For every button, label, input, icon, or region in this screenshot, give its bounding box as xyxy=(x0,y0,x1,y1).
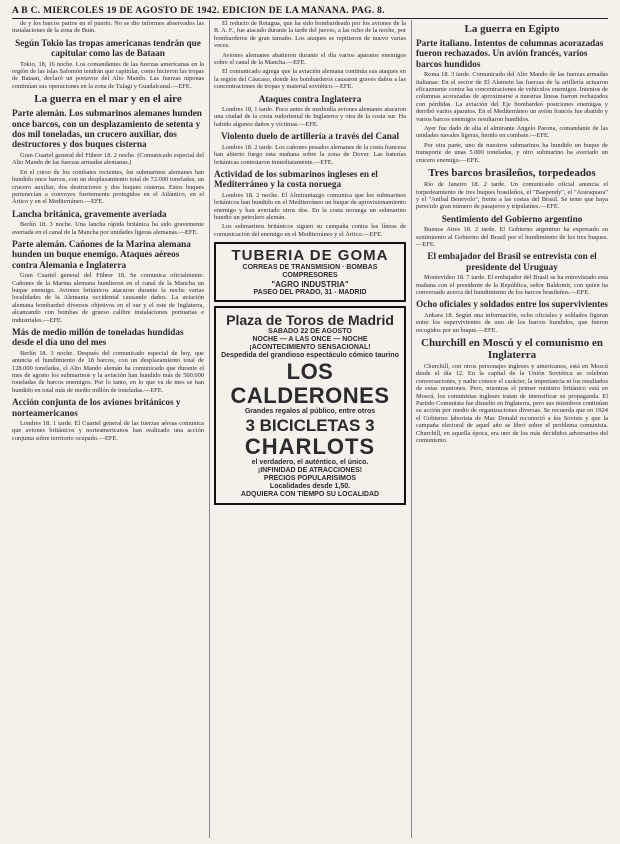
ad-date: SABADO 22 DE AGOSTO xyxy=(268,328,352,336)
article-text: Los submarinos británicos siguen su campaña contra las líneas de comunicación del enemigo en el Mediterráneo y el Ártico.—EFE. xyxy=(214,223,406,238)
advertisement-plaza-toros xyxy=(214,306,406,505)
article-text: Berlín 18. 3 noche. Después del comunicado especial de hoy, que anuncia el hundimiento de 18 barcos, con un desplazamiento total de 128.000 toneladas, el Alto Mando alemán ha comunicado que durante el mes de agosto los submarinos y la aviación han hundido más de 500.000 toneladas de barcos enemigos. Por lo tanto, en lo que va de mes se han hundido en total más de medio millón de toneladas.—EFE. xyxy=(12,349,204,394)
article-text: Gran Cuartel general del Führer 18. 2 noche. (Comunicado especial del Alto Mando de las fuerzas armadas alemanas.) xyxy=(12,151,204,167)
headline: Sentimiento del Gobierno argentino xyxy=(441,213,583,224)
headline: Según Tokio las tropas americanas tendrán que capitular como las de Bataan xyxy=(15,37,201,59)
article-text: Londres 18, 1 tarde. Poco antes de mediodía aviones alemanes atacaron una ciudad de la costa sudoriental de Inglaterra y otra de la costa sur. Ha habido algunos daños y víctimas.—EFE. xyxy=(214,106,406,128)
column-2 xyxy=(214,20,406,838)
article-text: Río de Janeiro 18. 2 tarde. Un comunicado oficial anuncia el torpedeamiento de tres buques brasileños, el "Baependy", el "Araraquara" y el "Anibal Benevolo", frente a las costas del Brasil. Se teme que haya perecido gran número de pasajeros y tripulantes.—EFE. xyxy=(416,181,608,211)
headline: Violento duelo de artillería a través del Canal xyxy=(220,131,400,142)
ad-address: PASEO DEL PRADO, 31 - MADRID xyxy=(253,289,367,297)
article-text: Ankara 18. Según una información, ocho oficiales y soldados figuran entre los supervivientes de uno de los barcos hundidos, que fueron recogidos por un buque.—EFE. xyxy=(416,311,608,334)
ad-text: ¡ACONTECIMIENTO SENSACIONAL! xyxy=(249,344,371,352)
ad-text: Grandes regalos al público, entre otros xyxy=(244,408,376,416)
headline: Acción conjunta de los aviones británicos y norteamericanos xyxy=(12,397,181,418)
ad-subtitle: CORREAS DE TRANSMISION · BOMBAS COMPRESORES xyxy=(242,264,378,280)
article-text: El reducto de Retagua, que ha sido bombardeado por los aviones de la R. A. F., fue atacado durante la tarde del jueves, a las ocho de la noche, por bombarderos de gran tamaño. Los ataques se repitieron de nuevo varias veces. xyxy=(214,20,406,50)
headline: Tres barcos brasileños, torpedeados xyxy=(428,167,596,180)
article-text: Berlín 18. 3 noche. Una lancha rápida británica ha sido gravemente averiada en el canal de la Mancha por unidades ligeras alemanas.—EFE. xyxy=(12,221,204,236)
headline: Parte alemán. Cañones de la Marina alemana hunden un buque enemigo. Ataques aéreos contra Alemania e Inglaterra xyxy=(12,238,191,270)
article-text: En el curso de los combates recientes, los submarinos alemanes han hundido once barcos, con un desplazamiento total de 72.000 toneladas, un crucero auxiliar, dos destructores y dos buques cisterna. Estos buques pertenecían a convoyes fuertemente protegidos en el Atlántico, en el Ártico y en el Mediterráneo.—EFE. xyxy=(12,168,204,206)
masthead: A B C. MIERCOLES 19 DE AGOSTO DE 1942. EDICION DE LA MAÑANA. PAG. 8. xyxy=(12,6,385,16)
article-text: Buenos Aires 18. 2 tarde. El Gobierno argentino ha expresado su sentimiento al Gobierno del Brasil por el hundimiento de los tres buques.—EFE. xyxy=(416,226,608,248)
article-text: Gran Cuartel general del Führer 18. Se comunica oficialmente: Cañones de la Marina alemana hundieron en el canal de la Mancha un buque enemigo. Aviones británicos atacaron durante la noche varias localidades de la Alemania occidental causando daños. La aviación alemana bombardeó diversos objetivos en el sur y el este de Inglaterra, alcanzando con bombas de grueso calibre instalaciones portuarias e industriales.—EFE. xyxy=(12,272,204,324)
ad-headline: LOS CALDERONES xyxy=(230,359,390,409)
ad-text: ¡INFINIDAD DE ATRACCIONES! xyxy=(257,467,363,475)
column-divider xyxy=(411,20,412,838)
ad-headline: CHARLOTS xyxy=(244,434,376,460)
advertisement-tuberia xyxy=(214,242,406,302)
article-text: Ayer fue dado de alta el almirante Angelo Parona, comandante de las unidades navales ligeras, herido en combate.—EFE. xyxy=(416,125,608,140)
article-text: Aviones alemanes abatieron durante el día varios aparatos enemigos sobre el canal de la Mancha.—EFE. xyxy=(214,51,406,67)
ad-text: el verdadero, el auténtico, el único. xyxy=(251,459,369,467)
headline: Ataques contra Inglaterra xyxy=(258,93,362,104)
headline: Churchill en Moscú y el comunismo en Inglaterra xyxy=(421,337,603,361)
article-text: Churchill, con otros personajes ingleses y americanos, está en Moscú desde el día 12. En la capital de la Unión Soviética se celebran conversaciones, y nadie conoce el carácter, la importancia ni los resultados de estas reuniones. Pero, mientras el primer ministro británico está en Moscú, los comunistas ingleses tratan de intensificar su propaganda. El Partido Comunista fue disuelto en Inglaterra, pero sus miembros continúan su acción por medio de organizaciones diversas. Se recuerda que en 1924 el Gobierno laborista de Mac Donald reconoció a los Soviets y que la campaña electoral de aquel año se libró sobre el problema comunista. Churchill, en aquella época, era uno de los más decididos adversarios del comunismo. xyxy=(416,363,608,445)
ad-highlight: 3 BICICLETAS 3 xyxy=(245,416,375,436)
article-text: Londres 18. 2 noche. El Almirantazgo comunica que los submarinos británicos han hundido en el Mediterráneo un buque de aprovisionamiento enemigo y han averiado otros dos. En la costa noruega un submarino hundió un petrolero alemán. xyxy=(214,191,406,221)
article-text: Roma 18. 3 tarde. Comunicado del Alto Mando de las fuerzas armadas italianas: En el sector de El Alamein las fuerzas de la artillería actuaron eficazmente contra las concentraciones de vehículos enemigos. Intentos de columnas acorazadas de aproximarse a nuestras líneas fueron rechazados con pérdidas. La aviación del Eje bombardeó posiciones enemigas y derribó varios aparatos. En el Mediterráneo un avión francés fue abatido y varios barcos enemigos resultaron hundidos. xyxy=(416,71,608,123)
ad-title: Plaza de Toros de Madrid xyxy=(226,312,394,329)
headline: El embajador del Brasil se entrevista con el presidente del Uruguay xyxy=(427,251,597,272)
ad-text: Localidades desde 1,50. xyxy=(269,483,351,491)
ad-title: TUBERIA DE GOMA xyxy=(231,247,389,265)
headline: Parte italiano. Intentos de columnas acorazadas fueron rechazados. Un avión francés, varios barcos hundidos xyxy=(416,38,604,69)
ad-text: ADQUIERA CON TIEMPO SU LOCALIDAD xyxy=(240,491,380,499)
ad-time: NOCHE — A LAS ONCE — NOCHE xyxy=(252,336,368,344)
ad-text: PRECIOS POPULARISIMOS xyxy=(263,475,357,483)
headline: Actividad de los submarinos ingleses en el Mediterráneo y la costa noruega xyxy=(214,168,378,190)
article-text: Tokio, 18, 16 noche. Los comandantes de las fuerzas americanas en la región de las islas Salomón tendrán que capitular, como hicieron las tropas de Bataan, declaró un portavoz del Alto Mando. Las fuerzas niponas continúan sus operaciones en la zona de Tulagi y Guadalcanal.—EFE. xyxy=(12,60,204,90)
column-divider xyxy=(209,20,210,838)
article-text: de y los barcos partos en el puerto. No se dio informes abservados las instalaciones de la zona de Buin. xyxy=(12,20,204,35)
ad-brand: "AGRO INDUSTRIA" xyxy=(271,280,349,290)
article-text: Londres 18. 2 tarde. Los cañones pesados alemanes de la costa francesa han abierto fuego esta mañana sobre la zona de Dover. Las baterías británicas contestaron inmediatamente.—EFE. xyxy=(214,143,406,166)
headline: Ocho oficiales y soldados entre los supervivientes xyxy=(416,299,608,310)
masthead-rule xyxy=(12,18,608,19)
column-1 xyxy=(12,20,204,838)
headline: Lancha británica, gravemente averiada xyxy=(12,208,167,219)
headline: Parte alemán. Los submarinos alemanes hunden once barcos, con un desplazamiento de setenta y dos mil toneladas, un crucero auxiliar, dos destructores y dos buques cisterna xyxy=(12,108,202,150)
headline: Más de medio millón de toneladas hundidas desde el día uno del mes xyxy=(12,327,184,348)
article-text: El comunicado agrega que la aviación alemana continúa sus ataques en la región del Cáucaso, donde los bombarderos causaron graves daños a las concentraciones de tropas y material soviético.—EFE. xyxy=(214,68,406,91)
article-text: Londres 18. 1 tarde. El Cuartel general de las fuerzas aéreas comunica que aviones británicos y norteamericanos han realizado una acción conjunta sobre territorio ocupado.—EFE. xyxy=(12,420,204,442)
section-headline: La guerra en Egipto xyxy=(464,23,560,35)
article-text: Por otra parte, uno de nuestros submarinos ha hundido un buque de transporte de unas 5.000 toneladas, y otro submarino ha averiado un crucero enemigo.—EFE. xyxy=(416,141,608,164)
article-text: Montevideo 18. 7 tarde. El embajador del Brasil se ha entrevistado esta mañana con el presidente de la República, señor Baldomir, con quien ha conversado acerca del hundimiento de los barcos brasileños.—EFE. xyxy=(416,274,608,296)
section-headline: La guerra en el mar y en el aire xyxy=(34,93,182,106)
ad-text: Despedida del grandioso espectáculo cómico taurino xyxy=(221,352,399,360)
column-3 xyxy=(416,20,608,838)
